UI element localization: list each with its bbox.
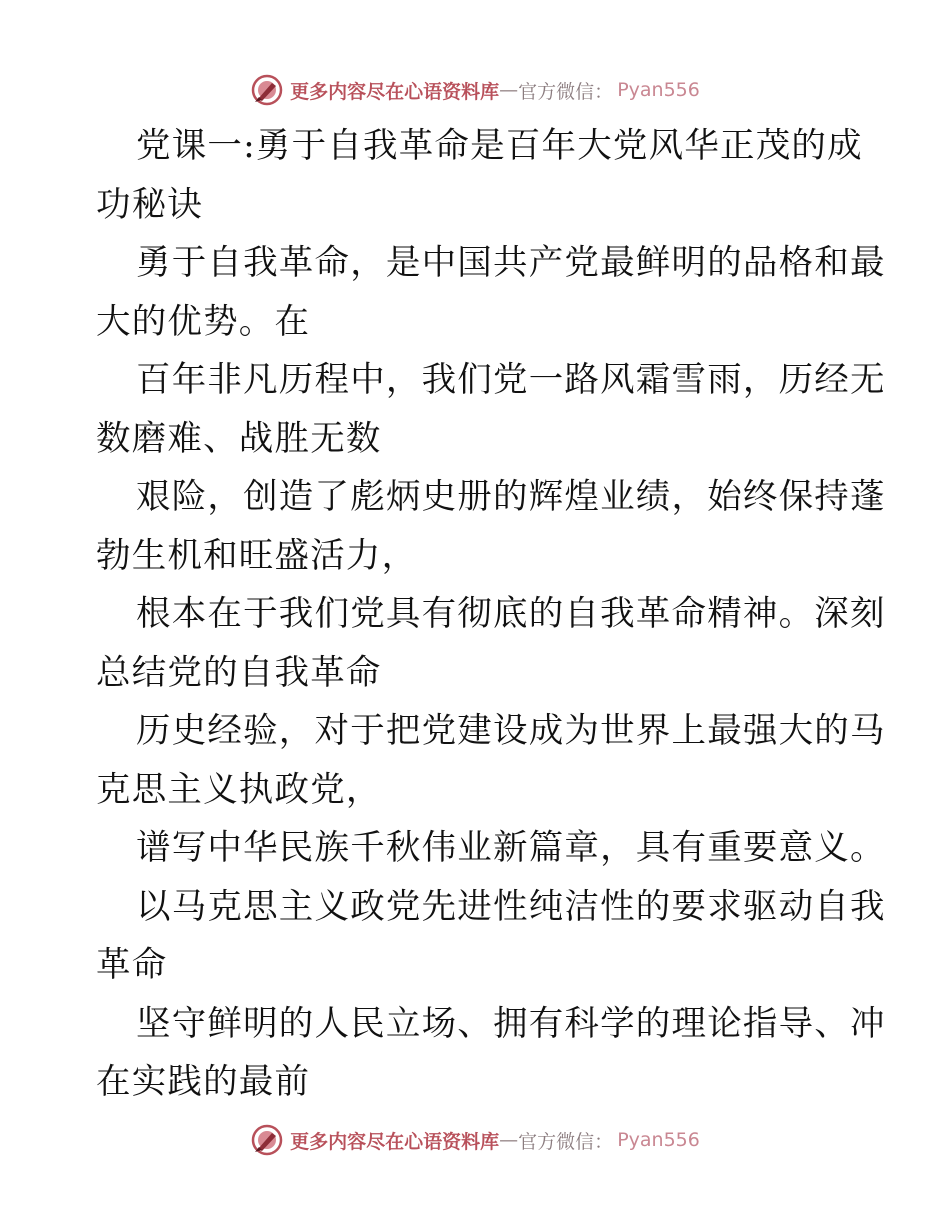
banner-brand-text: 更多内容尽在心语资料库 — [290, 1130, 500, 1153]
document-line: 谱写中华民族千秋伟业新篇章，具有重要意义。 — [136, 828, 886, 868]
document-line: 数磨难、战胜无数 — [96, 418, 382, 459]
document-line: 勇于自我革命，是中国共产党最鲜明的品格和最 — [136, 243, 886, 283]
document-body — [96, 117, 886, 1112]
document-line: 在实践的最前 — [96, 1062, 311, 1102]
document-line: 革命 — [96, 945, 168, 985]
document-line: 功秘诀 — [96, 184, 204, 225]
document-line: 克思主义执政党， — [96, 769, 382, 810]
banner-dash: — — [499, 1129, 519, 1151]
banner-dash: — — [499, 79, 519, 101]
document-line: 以马克思主义政党先进性纯洁性的要求驱动自我 — [136, 886, 886, 927]
banner-wechat-id: Pyan556 — [617, 79, 700, 101]
footer-banner — [0, 1120, 950, 1160]
document-line: 根本在于我们党具有彻底的自我革命精神。深刻 — [136, 594, 886, 634]
banner-wechat-id: Pyan556 — [617, 1129, 700, 1151]
header-banner — [0, 70, 950, 110]
banner-brand-text: 更多内容尽在心语资料库 — [290, 80, 500, 103]
banner-official-label: 官方微信： — [518, 1130, 614, 1153]
pen-nib-logo-icon — [250, 1123, 284, 1157]
document-line: 大的优势。在 — [96, 301, 311, 342]
document-line: 坚守鲜明的人民立场、拥有科学的理论指导、冲 — [136, 1003, 886, 1044]
document-line: 勃生机和旺盛活力， — [96, 535, 418, 576]
pen-nib-logo-icon — [250, 73, 284, 107]
document-line: 历史经验，对于把党建设成为世界上最强大的马 — [136, 711, 886, 751]
document-line: 百年非凡历程中，我们党一路风霜雪雨，历经无 — [136, 360, 886, 400]
document-line: 艰险，创造了彪炳史册的辉煌业绩，始终保持蓬 — [136, 477, 886, 517]
banner-official-label: 官方微信： — [518, 80, 614, 103]
document-line: 党课一:勇于自我革命是百年大党风华正茂的成 — [136, 126, 863, 166]
document-line: 总结党的自我革命 — [96, 652, 382, 693]
